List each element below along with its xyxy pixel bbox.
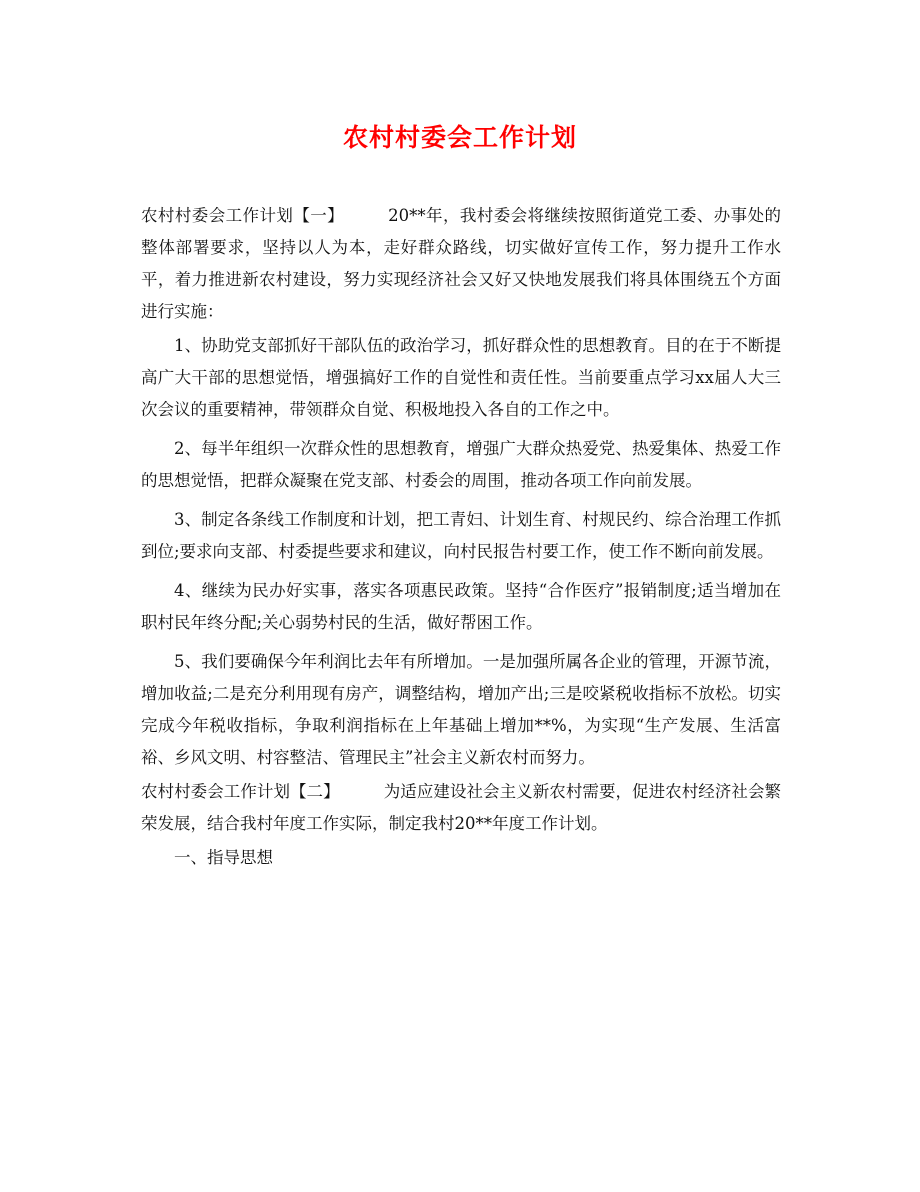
section-1-item-4: 4、继续为民办好实事，落实各项惠民政策。坚持“合作医疗”报销制度;适当增加在职村民年终分配;关心弱势村民的生活，做好帮困工作。	[141, 581, 781, 632]
section-1-heading: 农村村委会工作计划【一】	[141, 206, 345, 225]
section-1-item-5: 5、我们要确保今年利润比去年有所增加。一是加强所属各企业的管理，开源节流，增加收益;二是充分利用现有房产，调整结构，增加产出;三是咬紧税收指标不放松。切实完成今年税收指标，争取利润指标在上年基础上增加**%，为实现“生产发展、生活富裕、乡风文明、村容整洁、管理民主”社会主义新农村而努力。	[141, 652, 781, 767]
section-1-item-2: 2、每半年组织一次群众性的思想教育，增强广大群众热爱党、热爱集体、热爱工作的思想觉悟，把群众凝聚在党支部、村委会的周围，推动各项工作向前发展。	[141, 439, 781, 490]
section-2-subheading: 一、指导思想	[174, 848, 273, 867]
section-2-intro: 为适应建设社会主义新农村需要，促进农村经济社会繁荣发展，结合我村年度工作实际，制定我村20**年度工作计划。	[141, 782, 782, 833]
section-1-item-1: 1、协助党支部抓好干部队伍的政治学习，抓好群众性的思想教育。目的在于不断提高广大干部的思想觉悟，增强搞好工作的自觉性和责任性。当前要重点学习xx届人大三次会议的重要精神，带领群众自觉、积极地投入各自的工作之中。	[141, 336, 781, 419]
section-1-paragraph	[141, 200, 781, 328]
document-body	[141, 200, 781, 881]
document-title: 农村村委会工作计划	[342, 123, 577, 152]
section-1-item-3: 3、制定各条线工作制度和计划，把工青妇、计划生育、村规民约、综合治理工作抓到位;要求向支部、村委提些要求和建议，向村民报告村要工作，使工作不断向前发展。	[141, 510, 781, 561]
section-1-intro: 20**年，我村委会将继续按照街道党工委、办事处的整体部署要求，坚持以人为本，走好群众路线，切实做好宣传工作，努力提升工作水平，着力推进新农村建设，努力实现经济社会又好又快地发展我们将具体围绕五个方面进行实施：	[141, 206, 781, 321]
section-2-paragraph	[141, 776, 781, 840]
section-2-heading: 农村村委会工作计划【二】	[141, 782, 340, 801]
